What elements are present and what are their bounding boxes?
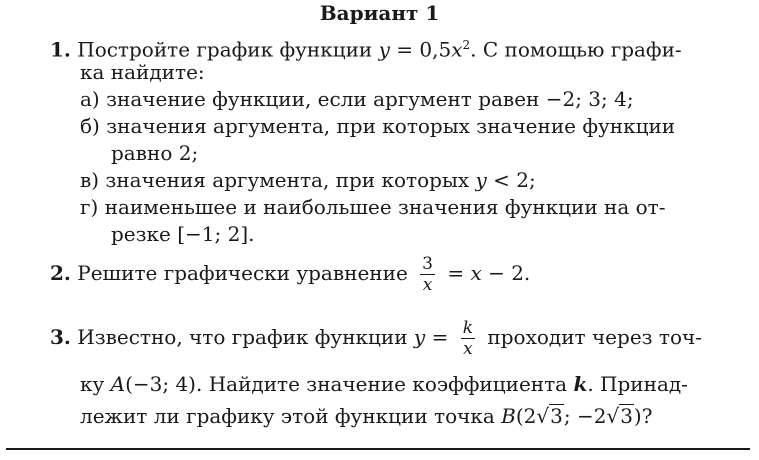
- task1-item-g-cont: резке [−1; 2].: [111, 222, 255, 246]
- task3-eq: =: [425, 325, 449, 349]
- task1-item-b: [80, 113, 675, 139]
- task1-item-a: [80, 86, 634, 112]
- task3-var-y: y: [413, 325, 426, 349]
- item-v-label: в): [80, 168, 100, 192]
- item-b-label: б): [80, 114, 100, 138]
- point-b-label: B: [501, 404, 516, 428]
- task3-line3: [80, 403, 652, 429]
- point-b-close: )?: [633, 404, 653, 428]
- task3-fraction: [461, 318, 475, 359]
- item-a-text: значение функции, если аргумент равен −2; 3; 4;: [106, 87, 634, 111]
- task3-line1: [50, 314, 702, 360]
- item-v-text-post: < 2;: [486, 168, 536, 192]
- task2-tail: − 2.: [481, 261, 531, 285]
- sqrt-radicand-2: 3: [620, 404, 633, 428]
- task3-frac-den: x: [461, 338, 475, 359]
- task3-line3-pre: лежит ли графику этой функции точка: [80, 404, 502, 428]
- task1-item-g: [80, 194, 666, 220]
- task2-eq: =: [447, 261, 465, 285]
- task1-number: 1.: [50, 37, 71, 62]
- point-b-open: (2: [515, 404, 537, 428]
- sqrt-radicand-1: 3: [550, 404, 563, 428]
- task1-line2: ка найдите:: [80, 60, 205, 84]
- point-b-mid: ; −2: [563, 404, 607, 428]
- variant-title: Вариант 1: [319, 1, 440, 25]
- task3-number: 3.: [50, 325, 71, 349]
- task1-var-y: y: [378, 37, 390, 62]
- item-g-label: г): [80, 195, 99, 219]
- task1-text-post: . С помощью графи-: [470, 37, 682, 62]
- task3-text-pre: Известно, что график функции: [77, 325, 414, 349]
- task2-number: 2.: [50, 261, 71, 285]
- task3-frac-num: k: [462, 318, 474, 338]
- task1-exponent: 2: [462, 38, 471, 52]
- task2-var-x: x: [470, 261, 482, 285]
- task3-text-post: проходит через точ-: [487, 325, 702, 349]
- task3-line2: [80, 371, 688, 397]
- task2-frac-den: x: [420, 274, 435, 295]
- task3-line2-pre: ку: [80, 372, 111, 396]
- item-a-label: а): [80, 87, 100, 111]
- task1-item-v: [80, 167, 536, 193]
- task1-item-b-cont: равно 2;: [111, 141, 199, 165]
- coef-k: k: [573, 372, 588, 396]
- item-v-text-pre: значения аргумента, при которых: [105, 168, 476, 192]
- item-b-text: значения аргумента, при которых значение функции: [106, 114, 676, 138]
- task1-eq: = 0,5: [389, 37, 452, 62]
- sqrt-sign-2: √3: [606, 404, 633, 428]
- sqrt-sign-1: √3: [536, 404, 563, 428]
- task2-fraction: [420, 254, 435, 295]
- bottom-divider: [6, 448, 750, 450]
- task1-text-pre: Постройте график функции: [77, 37, 379, 62]
- item-g-text: наименьшее и наибольшее значения функции на от-: [104, 195, 666, 219]
- task1-var-x: x: [451, 37, 463, 62]
- point-a-coords: (−3; 4). Найдите значение коэффициента: [125, 372, 574, 396]
- task2-frac-num: 3: [422, 254, 433, 274]
- point-a-label: A: [110, 372, 126, 396]
- task3-line2-post: . Принад-: [587, 372, 688, 396]
- item-v-var-y: y: [475, 168, 487, 192]
- task2-text: Решите графически уравнение: [77, 261, 408, 285]
- task2-line: [50, 250, 530, 296]
